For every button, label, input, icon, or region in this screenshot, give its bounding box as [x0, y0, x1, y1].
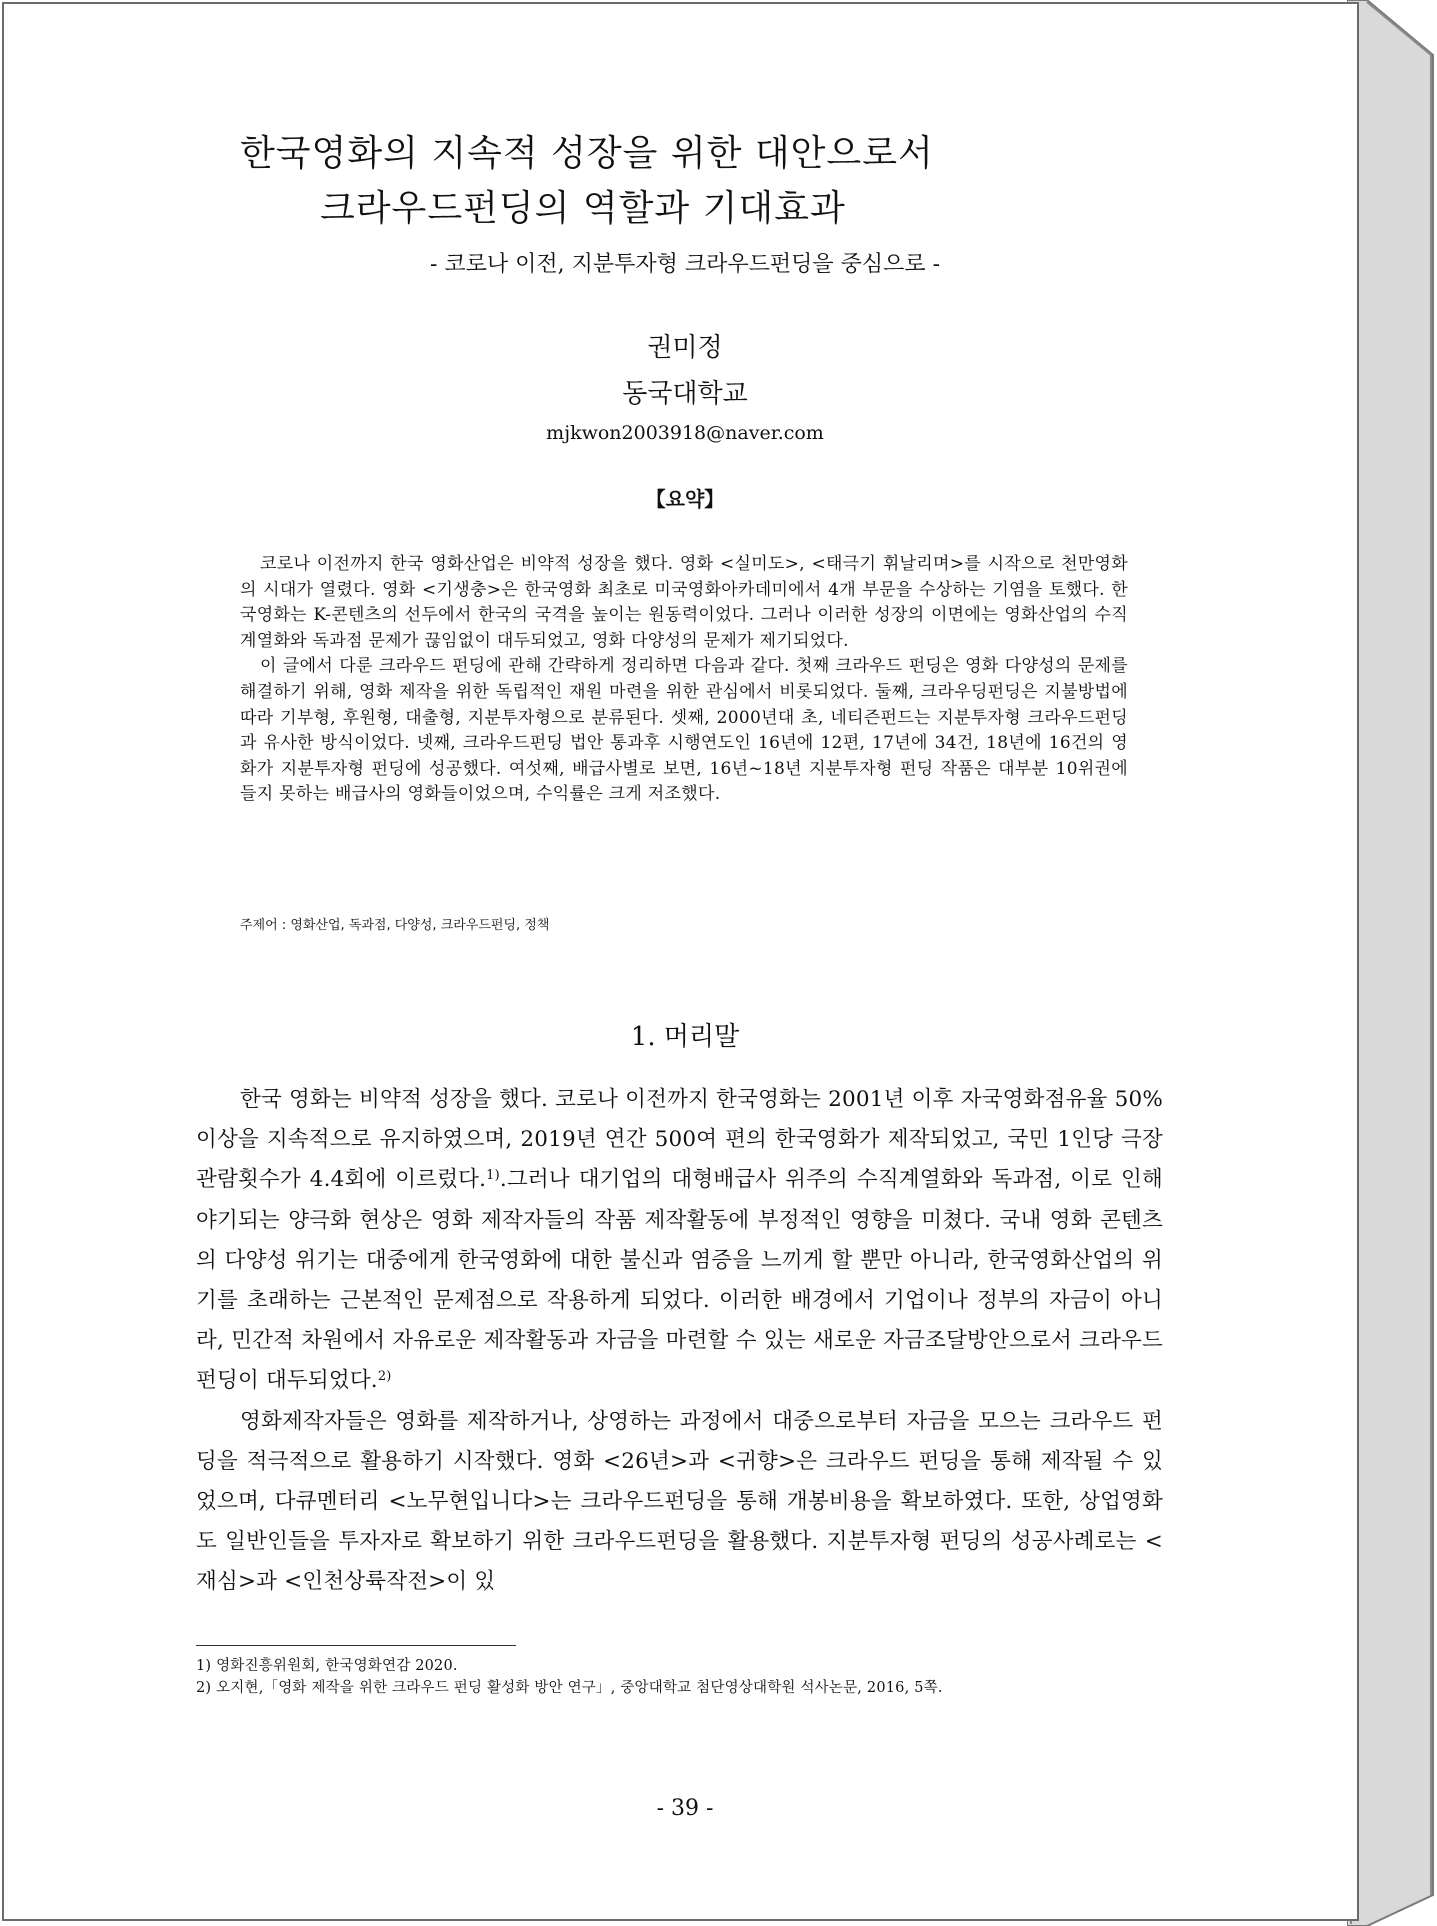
- section-heading: 1. 머리말: [630, 1022, 740, 1052]
- body-text: [196, 1080, 1163, 1603]
- body-paragraph: [196, 1080, 1163, 1402]
- abstract-heading: 【요약】: [645, 487, 725, 511]
- author-name: 권미정: [647, 333, 723, 363]
- footnote-ref: 1): [486, 1168, 500, 1184]
- abstract-paragraph: 코로나 이전까지 한국 영화산업은 비약적 성장을 했다. 영화 <실미도>, <태극기 휘날리며>를 시작으로 천만영화의 시대가 열렸다. 영화 <기생충>은 한국영화 최초로 미국영화아카데미에서 4개 부문을 수상하는 기염을 토했다. 한국영화는 K-콘텐츠의 선두에서 한국의 국격을 높이는 원동력이었다. 그러나 이러한 성장의 이면에는 영화산업의 수직계열화와 독과점 문제가 끊임없이 대두되었고, 영화 다양성의 문제가 제기되었다.: [240, 554, 1128, 651]
- keywords: 주제어 : 영화산업, 독과점, 다양성, 크라우드펀딩, 정책: [240, 918, 550, 933]
- page-number: - 39 -: [656, 1796, 714, 1821]
- footnote: 1) 영화진흥위원회, 한국영화연감 2020.: [196, 1658, 458, 1674]
- footnote: 2) 오지현,「영화 제작을 위한 크라우드 펀딩 활성화 방안 연구」, 중앙대학교 첨단영상대학원 석사논문, 2016, 5쪽.: [196, 1680, 943, 1696]
- footnote-ref: 2): [377, 1369, 392, 1385]
- paper-title-line2: 크라우드펀딩의 역할과 기대효과: [320, 188, 846, 229]
- author-email: mjkwon2003918@naver.com: [546, 422, 824, 444]
- footnote-divider: [196, 1645, 516, 1646]
- abstract: [240, 552, 1128, 808]
- paper-subtitle: - 코로나 이전, 지분투자형 크라우드펀딩을 중심으로 -: [429, 252, 941, 277]
- abstract-paragraph: 이 글에서 다룬 크라우드 펀딩에 관해 간략하게 정리하면 다음과 같다. 첫째 크라우드 펀딩은 영화 다양성의 문제를 해결하기 위해, 영화 제작을 위한 독립적인 재원 마련을 위한 관심에서 비롯되었다. 둘째, 크라우딩펀딩은 지불방법에 따라 기부형, 후원형, 대출형, 지분투자형으로 분류된다. 셋째, 2000년대 초, 네티즌펀드는 지분투자형 크라우드펀딩과 유사한 방식이었다. 넷째, 크라우드펀딩 법안 통과후 시행연도인 16년에 12편, 17년에 34건, 18년에 16건의 영화가 지분투자형 펀딩에 성공했다. 여섯째, 배급사별로 보면, 16년~18년 지분투자형 펀딩 작품은 대부분 10위권에 들지 못하는 배급사의 영화들이었으며, 수익률은 크게 저조했다.: [240, 656, 1128, 805]
- paper-title-line1: 한국영화의 지속적 성장을 위한 대안으로서: [240, 133, 934, 174]
- footnotes: [196, 1655, 1163, 1699]
- author-affiliation: 동국대학교: [622, 379, 748, 409]
- body-text-run: 한국 영화는 비약적 성장을 했다. 코로나 이전까지 한국영화는 2001년 이후 자국영화점유율 50% 이상을 지속적으로 유지하였으며, 2019년 연간 500여 편의 한국영화가 제작되었고, 국민 1인당 극장 관람횟수가 4.4회에 이르렀다.: [196, 1087, 1163, 1193]
- body-text-run: .그러나 대기업의 대형배급사 위주의 수직계열화와 독과점, 이로 인해 야기되는 양극화 현상은 영화 제작자들의 작품 제작활동에 부정적인 영향을 미쳤다. 국내 영화 콘텐츠의 다양성 위기는 대중에게 한국영화에 대한 불신과 염증을 느끼게 할 뿐만 아니라, 한국영화산업의 위기를 초래하는 근본적인 문제점으로 작용하게 되었다. 이러한 배경에서 기업이나 정부의 자금이 아니라, 민간적 차원에서 자유로운 제작활동과 자금을 마련할 수 있는 새로운 자금조달방안으로서 크라우드펀딩이 대두되었다.: [196, 1167, 1163, 1394]
- page-stack-edge: [1347, 0, 1437, 1926]
- body-paragraph: 영화제작자들은 영화를 제작하거나, 상영하는 과정에서 대중으로부터 자금을 모으는 크라우드 펀딩을 적극적으로 활용하기 시작했다. 영화 <26년>과 <귀향>은 크라우드 펀딩을 통해 제작될 수 있었으며, 다큐멘터리 <노무현입니다>는 크라우드펀딩을 통해 개봉비용을 확보하였다. 또한, 상업영화도 일반인들을 투자자로 확보하기 위한 크라우드펀딩을 활용했다. 지분투자형 펀딩의 성공사례로는 <재심>과 <인천상륙작전>이 있: [196, 1408, 1163, 1595]
